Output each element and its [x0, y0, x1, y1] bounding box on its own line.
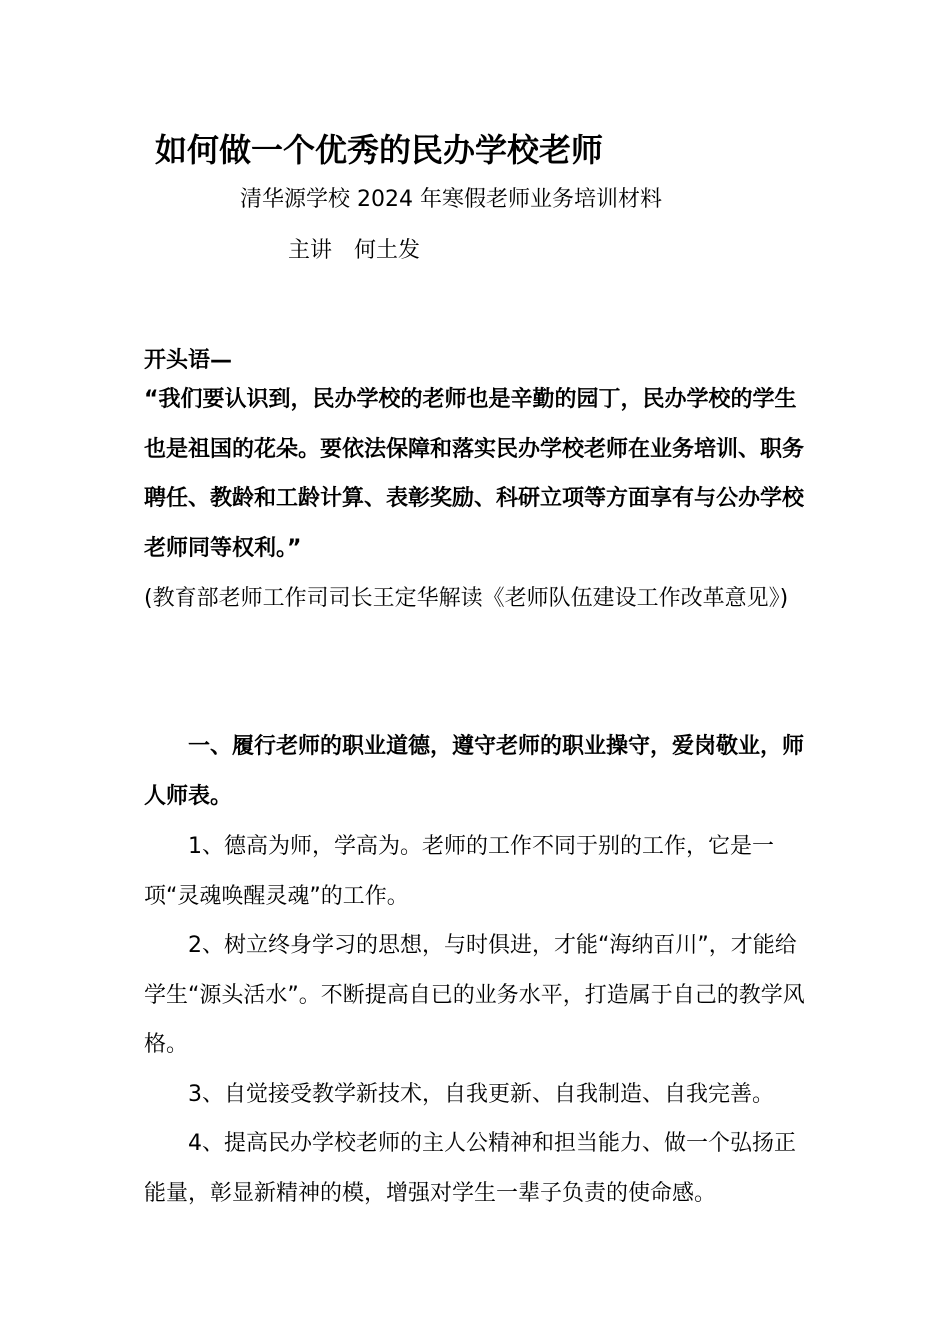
section-heading: 一、履行老师的职业道德，遵守老师的职业操守，爱岗敬业，师人师表。 — [144, 734, 805, 809]
item-list — [144, 822, 816, 1218]
list-item: 2、树立终身学习的思想，与时俱进，才能“海纳百川”，才能给学生“源头活水”。不断提高自已的业务水平，打造属于自己的教学风格。 — [144, 933, 805, 1057]
quote-source: (教育部老师工作司司长王定华解读《老师队伍建设工作改革意见》) — [144, 586, 789, 611]
speaker-name: 何土发 — [354, 238, 421, 263]
list-item: 1、德高为师，学高为。老师的工作不同于别的工作，它是一项“灵魂唤醒灵魂”的工作。 — [144, 834, 774, 909]
list-item: 4、提高民办学校老师的主人公精神和担当能力、做一个弘扬正能量，彰显新精神的模，增强对学生一辈子负责的使命感。 — [144, 1131, 796, 1206]
speaker-label: 主讲 — [288, 238, 333, 263]
document-subtitle: 清华源学校 2024 年寒假老师业务培训材料 — [240, 187, 662, 212]
speaker-line — [288, 234, 420, 268]
document-title: 如何做一个优秀的民办学校老师 — [155, 131, 604, 169]
list-item: 3、自觉接受教学新技术，自我更新、自我制造、自我完善。 — [188, 1081, 774, 1107]
intro-quote: “我们要认识到，民办学校的老师也是辛勤的园丁，民办学校的学生也是祖国的花朵。要依法保障和落实民办学校老师在业务培训、职务聘任、教龄和工龄计算、表彰奖励、科研立项等方面享有与公办学校老师同等权利。” — [144, 387, 805, 561]
intro-label: 开头语— — [144, 348, 233, 373]
